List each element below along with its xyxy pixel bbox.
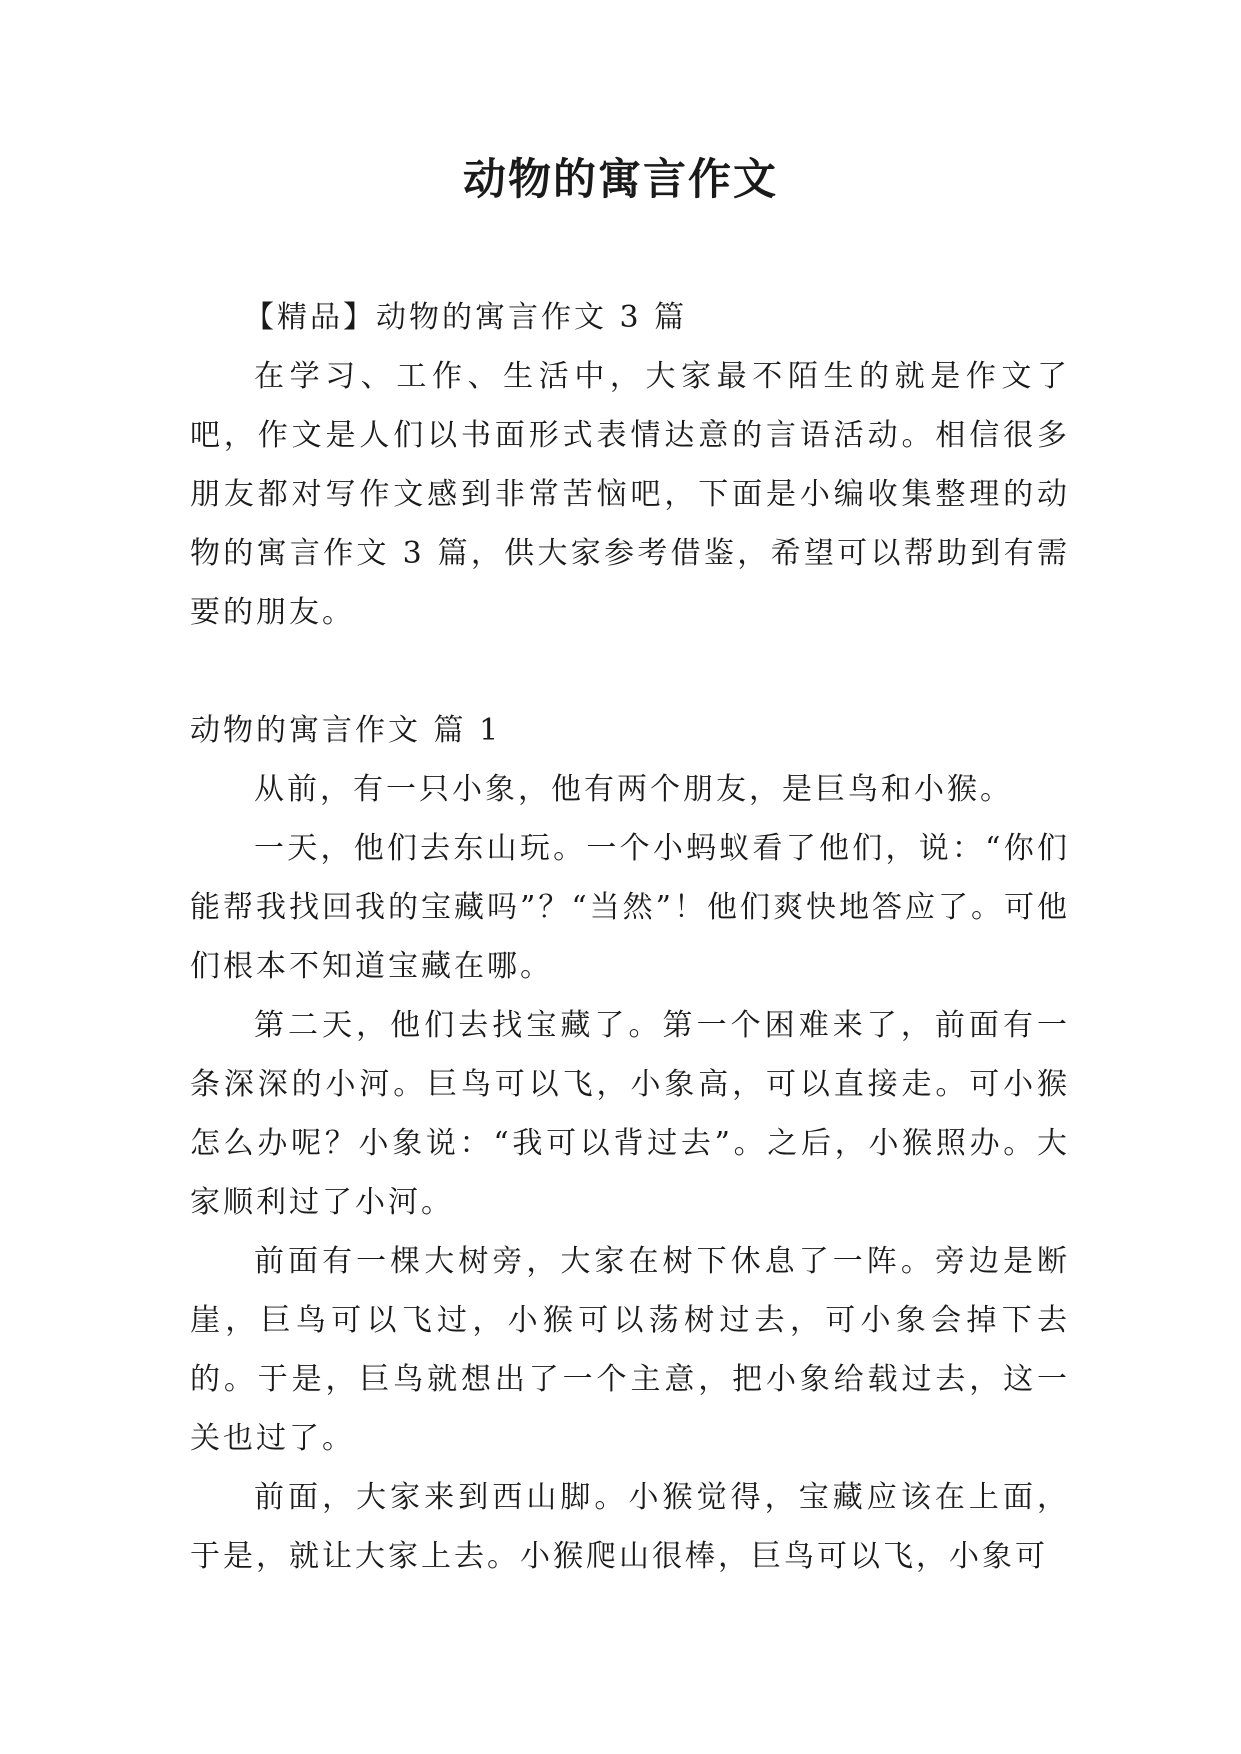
story-paragraph: 一天，他们去东山玩。一个小蚂蚁看了他们，说：“你们能帮我找回我的宝藏吗”？“当然”！他们爽快地答应了。可他们根本不知道宝藏在哪。: [190, 831, 1071, 984]
intro-paragraph: 在学习、工作、生活中，大家最不陌生的就是作文了吧，作文是人们以书面形式表情达意的言语活动。相信很多朋友都对写作文感到非常苦恼吧，下面是小编收集整理的动物的寓言作文 3 篇，供大家参考借鉴，希望可以帮助到有需要的朋友。: [190, 359, 1070, 630]
document-body: [190, 288, 1070, 1586]
section-heading: 动物的寓言作文 篇 1: [190, 713, 502, 748]
story-paragraph: 前面有一棵大树旁，大家在树下休息了一阵。旁边是断崖，巨鸟可以飞过，小猴可以荡树过去，可小象会掉下去的。于是，巨鸟就想出了一个主意，把小象给载过去，这一关也过了。: [190, 1244, 1070, 1456]
story-paragraph: 前面，大家来到西山脚。小猴觉得，宝藏应该在上面，于是，就让大家上去。小猴爬山很棒，巨鸟可以飞，小象可: [190, 1480, 1070, 1574]
document-subtitle: 【精品】动物的寓言作文 3 篇: [244, 300, 688, 335]
story-paragraph: 从前，有一只小象，他有两个朋友，是巨鸟和小猴。: [254, 772, 1013, 807]
document-title: 动物的寓言作文: [463, 155, 778, 205]
story-paragraph: 第二天，他们去找宝藏了。第一个困难来了，前面有一条深深的小河。巨鸟可以飞，小象高，可以直接走。可小猴怎么办呢？小象说：“我可以背过去”。之后，小猴照办。大家顺利过了小河。: [190, 1008, 1070, 1220]
